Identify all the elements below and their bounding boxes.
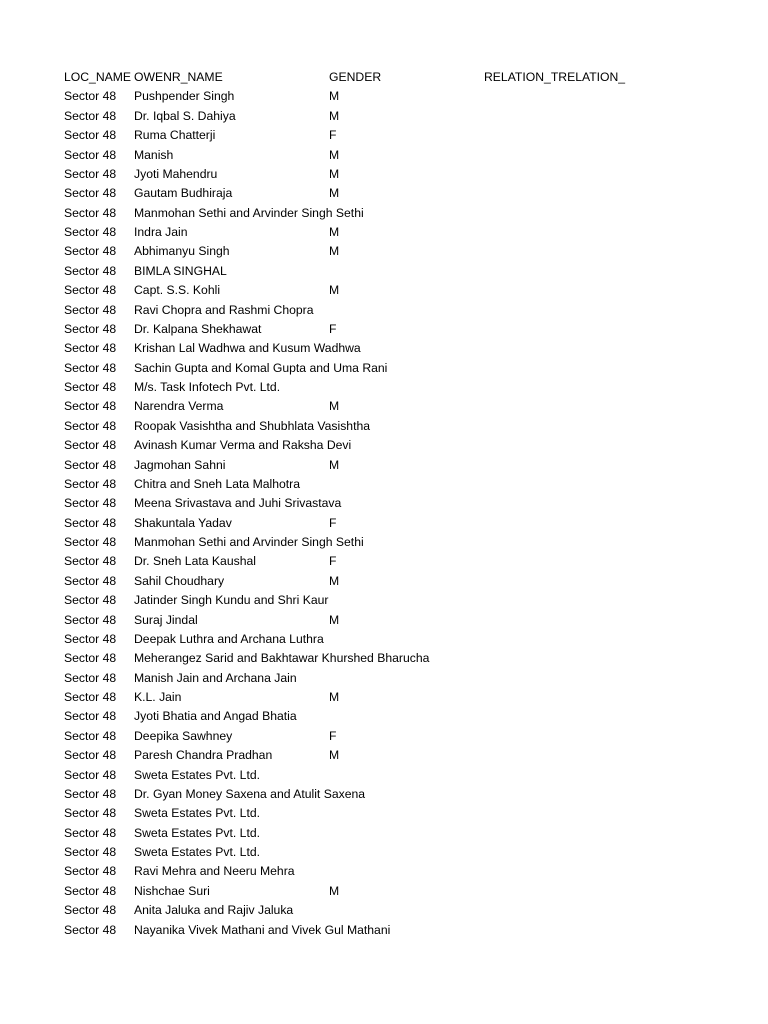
table-row — [64, 242, 754, 261]
table-row — [64, 901, 754, 920]
table-row — [64, 126, 754, 145]
cell-gender: M — [329, 612, 340, 627]
cell-owner-name: Dr. Kalpana Shekhawat — [134, 321, 262, 336]
cell-owner-name: Meherangez Sarid and Bakhtawar Khurshed Bharucha — [134, 651, 430, 666]
table-row — [64, 339, 754, 358]
table-row — [64, 417, 754, 436]
column-header-owner-name: OWENR_NAME — [134, 70, 223, 84]
table-row — [64, 204, 754, 223]
cell-owner-name: Dr. Sneh Lata Kaushal — [134, 554, 256, 569]
cell-gender: F — [329, 321, 337, 336]
table-row — [64, 320, 754, 339]
cell-loc-name: Sector 48 — [64, 205, 117, 220]
cell-owner-name: Jagmohan Sahni — [134, 457, 226, 472]
cell-loc-name: Sector 48 — [64, 806, 117, 821]
cell-owner-name: Sweta Estates Pvt. Ltd. — [134, 845, 260, 859]
table-row — [64, 882, 754, 901]
cell-owner-name: Roopak Vasishtha and Shubhlata Vasishtha — [134, 418, 371, 433]
table-row — [64, 785, 754, 804]
table-row — [64, 436, 754, 455]
column-header-relation: RELATION_TRELATION_ — [484, 70, 626, 84]
column-header-gender: GENDER — [329, 70, 382, 84]
cell-owner-name: Jyoti Mahendru — [134, 166, 218, 181]
cell-owner-name: M/s. Task Infotech Pvt. Ltd. — [134, 380, 281, 394]
table-row — [64, 397, 754, 416]
cell-owner-name: Pushpender Singh — [134, 89, 235, 104]
cell-loc-name: Sector 48 — [64, 341, 117, 356]
cell-gender: M — [329, 186, 340, 201]
cell-owner-name: Sachin Gupta and Komal Gupta and Uma Rani — [134, 360, 388, 375]
cell-gender: F — [329, 554, 337, 569]
cell-owner-name: Suraj Jindal — [134, 612, 198, 627]
cell-loc-name: Sector 48 — [64, 283, 117, 298]
cell-loc-name: Sector 48 — [64, 573, 117, 588]
cell-owner-name: Paresh Chandra Pradhan — [134, 748, 273, 763]
cell-owner-name: Deepak Luthra and Archana Luthra — [134, 631, 324, 646]
column-header-loc-name: LOC_NAME — [64, 70, 132, 84]
cell-loc-name: Sector 48 — [64, 825, 117, 840]
cell-gender: M — [329, 166, 340, 181]
table-row — [64, 611, 754, 630]
cell-owner-name: Jyoti Bhatia and Angad Bhatia — [134, 709, 297, 724]
cell-loc-name: Sector 48 — [64, 457, 117, 472]
cell-loc-name: Sector 48 — [64, 418, 117, 433]
cell-owner-name: Ravi Chopra and Rashmi Chopra — [134, 302, 314, 317]
cell-loc-name: Sector 48 — [64, 496, 117, 511]
cell-loc-name: Sector 48 — [64, 709, 117, 724]
table-header-row — [64, 68, 754, 87]
table-row — [64, 804, 754, 823]
cell-gender: M — [329, 147, 340, 162]
cell-loc-name: Sector 48 — [64, 767, 117, 782]
cell-loc-name: Sector 48 — [64, 922, 117, 937]
cell-loc-name: Sector 48 — [64, 147, 117, 162]
cell-loc-name: Sector 48 — [64, 651, 117, 666]
cell-loc-name: Sector 48 — [64, 438, 117, 453]
cell-owner-name: Deepika Sawhney — [134, 728, 233, 743]
cell-loc-name: Sector 48 — [64, 670, 117, 685]
cell-owner-name: Dr. Iqbal S. Dahiya — [134, 108, 236, 123]
cell-loc-name: Sector 48 — [64, 166, 117, 181]
cell-loc-name: Sector 48 — [64, 864, 117, 879]
cell-loc-name: Sector 48 — [64, 554, 117, 569]
cell-gender: M — [329, 883, 340, 898]
cell-owner-name: Jatinder Singh Kundu and Shri Kaur — [134, 593, 329, 608]
table-row — [64, 921, 754, 940]
cell-owner-name: Capt. S.S. Kohli — [134, 283, 221, 298]
table-row — [64, 707, 754, 726]
table-body — [64, 87, 754, 940]
cell-gender: M — [329, 457, 340, 472]
table-row — [64, 824, 754, 843]
cell-loc-name: Sector 48 — [64, 128, 117, 143]
cell-loc-name: Sector 48 — [64, 631, 117, 646]
cell-loc-name: Sector 48 — [64, 302, 117, 317]
table-row — [64, 184, 754, 203]
cell-gender: M — [329, 108, 340, 123]
owner-table — [64, 68, 754, 940]
table-row — [64, 223, 754, 242]
cell-loc-name: Sector 48 — [64, 380, 117, 394]
table-row — [64, 552, 754, 571]
cell-owner-name: Sweta Estates Pvt. Ltd. — [134, 825, 260, 840]
cell-loc-name: Sector 48 — [64, 593, 117, 608]
cell-gender: M — [329, 244, 340, 259]
cell-owner-name: Ruma Chatterji — [134, 128, 216, 143]
cell-loc-name: Sector 48 — [64, 728, 117, 743]
cell-gender: F — [329, 515, 337, 530]
cell-owner-name: Krishan Lal Wadhwa and Kusum Wadhwa — [134, 341, 361, 356]
cell-gender: M — [329, 399, 340, 414]
cell-gender: M — [329, 283, 340, 298]
table-row — [64, 281, 754, 300]
cell-owner-name: Gautam Budhiraja — [134, 186, 233, 201]
table-row — [64, 688, 754, 707]
table-row — [64, 87, 754, 106]
cell-loc-name: Sector 48 — [64, 883, 117, 898]
table-row — [64, 378, 754, 397]
table-row — [64, 475, 754, 494]
cell-loc-name: Sector 48 — [64, 612, 117, 627]
cell-owner-name: BIMLA SINGHAL — [134, 263, 227, 278]
table-row — [64, 630, 754, 649]
cell-loc-name: Sector 48 — [64, 903, 117, 918]
cell-owner-name: Chitra and Sneh Lata Malhotra — [134, 476, 300, 491]
cell-owner-name: Anita Jaluka and Rajiv Jaluka — [134, 903, 294, 918]
cell-owner-name: Avinash Kumar Verma and Raksha Devi — [134, 438, 352, 453]
table-row — [64, 843, 754, 862]
cell-loc-name: Sector 48 — [64, 186, 117, 201]
table-row — [64, 746, 754, 765]
cell-gender: M — [329, 89, 340, 104]
table-row — [64, 862, 754, 881]
cell-loc-name: Sector 48 — [64, 89, 117, 104]
cell-loc-name: Sector 48 — [64, 244, 117, 259]
table-row — [64, 766, 754, 785]
cell-owner-name: Narendra Verma — [134, 399, 224, 414]
cell-owner-name: Nishchae Suri — [134, 883, 210, 898]
cell-loc-name: Sector 48 — [64, 263, 117, 278]
cell-owner-name: Dr. Gyan Money Saxena and Atulit Saxena — [134, 786, 366, 801]
cell-owner-name: Nayanika Vivek Mathani and Vivek Gul Mathani — [134, 922, 391, 937]
cell-owner-name: Sahil Choudhary — [134, 573, 225, 588]
cell-loc-name: Sector 48 — [64, 845, 117, 859]
cell-owner-name: Shakuntala Yadav — [134, 515, 232, 530]
table-row — [64, 262, 754, 281]
cell-owner-name: Ravi Mehra and Neeru Mehra — [134, 864, 295, 879]
table-row — [64, 591, 754, 610]
cell-gender: F — [329, 728, 337, 743]
cell-gender: M — [329, 748, 340, 763]
table-row — [64, 146, 754, 165]
cell-gender: F — [329, 128, 337, 143]
cell-loc-name: Sector 48 — [64, 515, 117, 530]
cell-owner-name: Manmohan Sethi and Arvinder Singh Sethi — [134, 535, 364, 549]
cell-gender: M — [329, 690, 340, 704]
cell-loc-name: Sector 48 — [64, 748, 117, 763]
cell-owner-name: Meena Srivastava and Juhi Srivastava — [134, 496, 342, 511]
table-row — [64, 494, 754, 513]
table-row — [64, 572, 754, 591]
cell-loc-name: Sector 48 — [64, 108, 117, 123]
cell-loc-name: Sector 48 — [64, 360, 117, 375]
cell-owner-name: Manish — [134, 147, 174, 162]
cell-loc-name: Sector 48 — [64, 786, 117, 801]
cell-owner-name: Manish Jain and Archana Jain — [134, 670, 297, 685]
table-row — [64, 359, 754, 378]
table-row — [64, 456, 754, 475]
cell-owner-name: K.L. Jain — [134, 690, 182, 704]
cell-loc-name: Sector 48 — [64, 321, 117, 336]
cell-loc-name: Sector 48 — [64, 399, 117, 414]
cell-owner-name: Sweta Estates Pvt. Ltd. — [134, 806, 260, 821]
table-row — [64, 669, 754, 688]
table-row — [64, 649, 754, 668]
cell-loc-name: Sector 48 — [64, 690, 117, 704]
table-row — [64, 107, 754, 126]
table-row — [64, 533, 754, 552]
table-row — [64, 165, 754, 184]
cell-gender: M — [329, 573, 340, 588]
cell-owner-name: Indra Jain — [134, 225, 188, 239]
cell-loc-name: Sector 48 — [64, 476, 117, 491]
cell-owner-name: Manmohan Sethi and Arvinder Singh Sethi — [134, 205, 364, 220]
table-row — [64, 514, 754, 533]
cell-owner-name: Abhimanyu Singh — [134, 244, 230, 259]
cell-gender: M — [329, 225, 340, 239]
table-row — [64, 727, 754, 746]
cell-owner-name: Sweta Estates Pvt. Ltd. — [134, 767, 260, 782]
table-row — [64, 301, 754, 320]
cell-loc-name: Sector 48 — [64, 225, 117, 239]
cell-loc-name: Sector 48 — [64, 535, 117, 549]
